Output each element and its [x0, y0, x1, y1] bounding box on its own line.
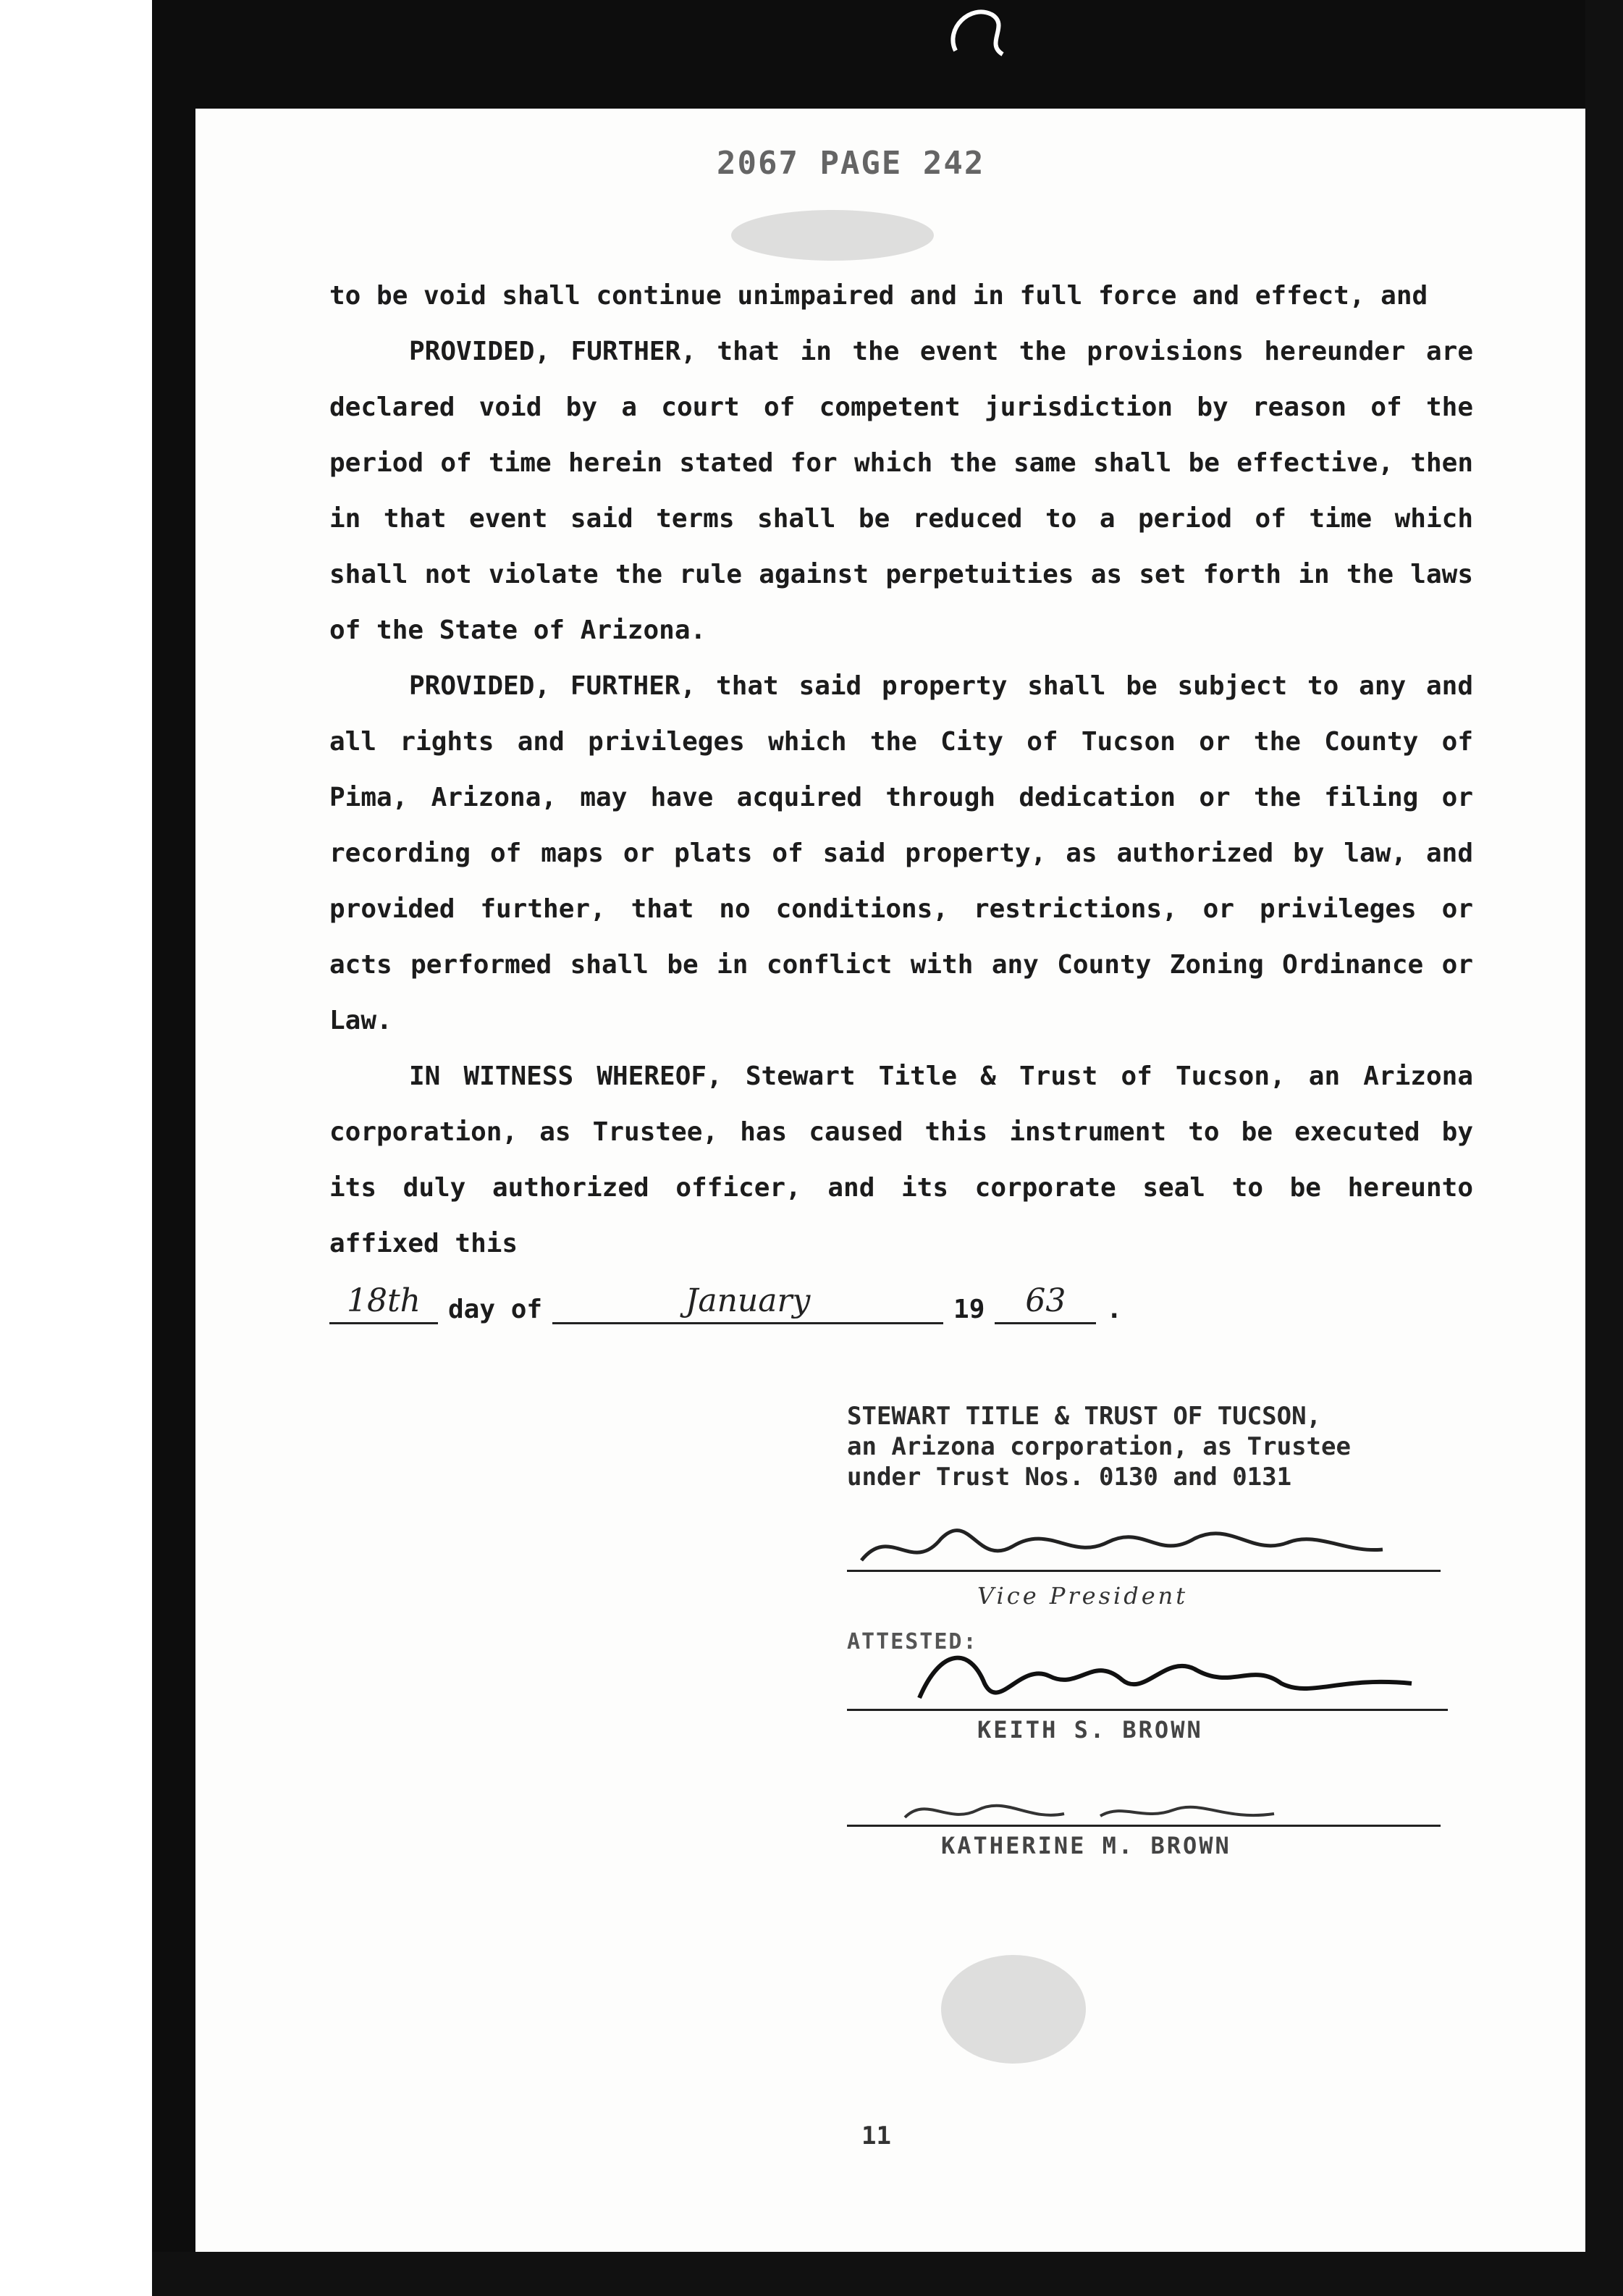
- paragraph-continuation: to be void shall continue unimpaired and in full force and effect, and: [329, 281, 1428, 311]
- book-page-stamp: 2067 PAGE 242: [717, 145, 985, 182]
- scan-margin-left: [0, 0, 152, 2296]
- body-text: [329, 268, 1473, 1271]
- day-handwritten: 18th: [346, 1282, 421, 1319]
- officer-signature-line: [847, 1570, 1441, 1572]
- day-of-label: day of: [448, 1295, 543, 1324]
- attest-label: ATTESTED:: [847, 1629, 978, 1654]
- month-blank: [552, 1282, 943, 1324]
- trustee-description: an Arizona corporation, as Trustee: [847, 1432, 1351, 1461]
- signer-2-name: KATHERINE M. BROWN: [941, 1832, 1231, 1859]
- scan-noise: [731, 210, 934, 261]
- trustee-name: STEWART TITLE & TRUST OF TUCSON,: [847, 1402, 1322, 1431]
- signer-1-line: [847, 1709, 1448, 1711]
- signer-1-name: KEITH S. BROWN: [977, 1716, 1203, 1744]
- officer-title: Vice President: [977, 1582, 1189, 1610]
- paragraph-provided-further-2: PROVIDED, FURTHER, that said property shall be subject to any and all rights and privileges which the City of Tucson or the County of Pima, Arizona, may have acquired through dedication or the filing or recording of maps or plats of said property, as authorized by law, and provided further, that no conditions, restrictions, or privileges or acts performed shall be in conflict with any County Zoning Ordinance or Law.: [329, 671, 1473, 1035]
- day-blank: [329, 1282, 438, 1324]
- year-blank: [995, 1282, 1096, 1324]
- scan-edge-bottom: [152, 2252, 1623, 2296]
- handwritten-mark-top: [941, 0, 1021, 58]
- paragraph-provided-further-1: PROVIDED, FURTHER, that in the event the provisions hereunder are declared void by a court of competent jurisdiction by reason of the period of time herein stated for which the same shall be effective, then in that event said terms shall be reduced to a period of time which shall not violate the rule against perpetuities as set forth in the laws of the State of Arizona.: [329, 337, 1473, 645]
- scan-edge-top: [152, 0, 1623, 109]
- paragraph-in-witness: IN WITNESS WHEREOF, Stewart Title & Trust of Tucson, an Arizona corporation, as Trustee, has caused this instrument to be executed by its duly authorized officer, and its corporate seal to be hereunto affixed this: [329, 1061, 1473, 1258]
- execution-end: .: [1106, 1295, 1123, 1324]
- execution-line: [329, 1282, 1473, 1324]
- scan-edge-right: [1585, 0, 1623, 2296]
- page-number: 11: [861, 2122, 891, 2150]
- year-prefix: 19: [953, 1295, 985, 1324]
- month-handwritten: January: [685, 1282, 811, 1319]
- scan-noise: [941, 1955, 1086, 2064]
- signer-2-line: [847, 1825, 1441, 1827]
- signer-1-signature: [905, 1640, 1441, 1720]
- trustee-signature-block: [847, 1401, 1455, 1492]
- year-handwritten: 63: [1025, 1282, 1066, 1319]
- scan-edge-left: [152, 0, 195, 2296]
- trust-numbers: under Trust Nos. 0130 and 0131: [847, 1463, 1292, 1492]
